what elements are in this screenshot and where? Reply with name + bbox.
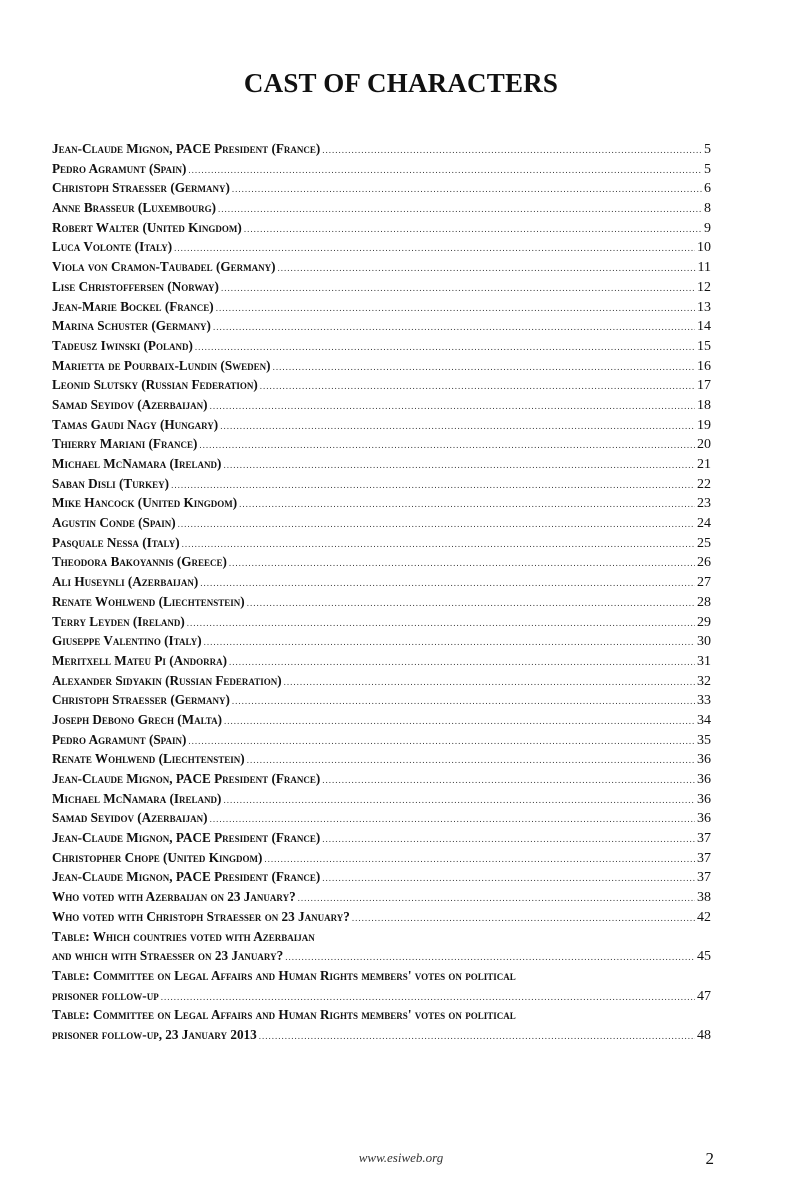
toc-entry: [52, 653, 711, 673]
toc-leader-dots: [260, 381, 695, 391]
toc-entry-page: 25: [697, 535, 711, 551]
toc-entry: [52, 712, 711, 732]
toc-entry: [52, 673, 711, 693]
toc-entry: [52, 535, 711, 555]
toc-entry-page: 9: [704, 220, 711, 236]
toc-entry-label: Saban Disli (Turkey): [52, 475, 170, 491]
toc-entry: [52, 456, 711, 476]
toc-entry-page: 8: [704, 201, 711, 217]
toc-entry-page: 36: [697, 752, 711, 768]
toc-leader-dots: [239, 499, 695, 509]
toc-entry-label: Marietta de Pourbaix-Lundin (Sweden): [52, 357, 271, 373]
toc-entry-label: Tadeusz Iwinski (Poland): [52, 337, 193, 353]
toc-entry: [52, 574, 711, 594]
toc-leader-dots: [210, 814, 695, 824]
toc-leader-dots: [322, 873, 695, 883]
table-of-contents: [52, 141, 711, 1047]
toc-entry-label-line2: prisoner follow-up, 23 January 2013: [52, 1026, 257, 1042]
toc-entry-label: Jean-Claude Mignon, PACE President (France): [52, 869, 321, 885]
toc-entry-page: 42: [697, 909, 711, 925]
toc-entry-label: Ali Huseynli (Azerbaijan): [52, 574, 199, 590]
toc-entry: [52, 830, 711, 850]
toc-entry: [52, 220, 711, 240]
toc-entry-page: 11: [697, 260, 711, 276]
toc-entry-page: 26: [697, 555, 711, 571]
toc-entry-page: 34: [697, 712, 711, 728]
toc-entry-page: 28: [697, 594, 711, 610]
toc-entry: [52, 476, 711, 496]
toc-leader-dots: [229, 558, 695, 568]
toc-entry-page: 33: [697, 693, 711, 709]
toc-entry: [52, 515, 711, 535]
toc-entry-page: 29: [697, 614, 711, 630]
toc-entry: [52, 279, 711, 299]
toc-entry-page: 20: [697, 437, 711, 453]
toc-entry-page: 23: [697, 496, 711, 512]
toc-entry: [52, 968, 711, 1007]
toc-leader-dots: [284, 677, 695, 687]
toc-entry-page: 31: [697, 653, 711, 669]
toc-entry-label: Agustin Conde (Spain): [52, 515, 176, 531]
toc-entry-page: 13: [697, 299, 711, 315]
toc-entry-page: 6: [704, 181, 711, 197]
toc-entry-label: Theodora Bakoyannis (Greece): [52, 554, 227, 570]
toc-entry-label-line1: Table: Which countries voted with Azerbaijan: [52, 928, 315, 944]
toc-leader-dots: [195, 342, 695, 352]
toc-entry-label: Jean-Claude Mignon, PACE President (France): [52, 830, 321, 846]
toc-entry-label: Jean-Marie Bockel (France): [52, 298, 214, 314]
toc-entry-label: Pedro Agramunt (Spain): [52, 731, 187, 747]
toc-leader-dots: [224, 716, 695, 726]
toc-entry: [52, 869, 711, 889]
toc-entry-label-line2: prisoner follow-up: [52, 987, 159, 1003]
toc-entry: [52, 358, 711, 378]
toc-entry-page: 37: [697, 831, 711, 847]
toc-leader-dots: [213, 322, 695, 332]
toc-entry-label: Alexander Sidyakin (Russian Federation): [52, 672, 282, 688]
toc-entry: [52, 180, 711, 200]
toc-leader-dots: [322, 834, 695, 844]
toc-entry: [52, 436, 711, 456]
toc-leader-dots: [178, 519, 695, 529]
toc-leader-dots: [200, 578, 695, 588]
toc-leader-dots: [210, 401, 695, 411]
toc-entry-page: 14: [697, 319, 711, 335]
toc-entry: [52, 239, 711, 259]
toc-entry-label: Michael McNamara (Ireland): [52, 790, 222, 806]
toc-entry: [52, 909, 711, 929]
toc-entry: [52, 889, 711, 909]
toc-leader-dots: [247, 598, 695, 608]
toc-leader-dots: [244, 224, 702, 234]
toc-leader-dots: [188, 736, 695, 746]
toc-entry: [52, 495, 711, 515]
toc-leader-dots: [218, 204, 702, 214]
toc-entry-page: 36: [697, 772, 711, 787]
toc-entry-line2: [52, 1027, 711, 1044]
toc-leader-dots: [278, 263, 696, 273]
toc-leader-dots: [174, 243, 695, 253]
toc-entry-label: Meritxell Mateu Pi (Andorra): [52, 652, 228, 668]
toc-entry-line2: [52, 948, 711, 965]
toc-entry-label: Christopher Chope (United Kingdom): [52, 849, 263, 865]
toc-entry-page: 22: [697, 476, 711, 492]
toc-entry-label: Anne Brasseur (Luxembourg): [52, 200, 217, 216]
toc-entry-page: 45: [697, 949, 711, 965]
toc-leader-dots: [161, 992, 695, 1002]
toc-entry-page: 5: [704, 142, 711, 157]
toc-leader-dots: [322, 145, 702, 155]
toc-entry-page: 37: [697, 870, 711, 886]
toc-leader-dots: [232, 696, 695, 706]
toc-leader-dots: [232, 184, 702, 194]
toc-entry-page: 15: [697, 338, 711, 354]
toc-leader-dots: [188, 165, 702, 175]
toc-entry-page: 32: [697, 673, 711, 689]
toc-entry-page: 36: [697, 811, 711, 827]
toc-entry-page: 18: [697, 397, 711, 413]
toc-entry-label: Tamas Gaudi Nagy (Hungary): [52, 416, 219, 432]
toc-entry-label: Christoph Straesser (Germany): [52, 692, 230, 708]
toc-entry-page: 30: [697, 634, 711, 650]
toc-entry-label: Samad Seyidov (Azerbaijan): [52, 810, 208, 826]
toc-entry-page: 38: [697, 890, 711, 906]
toc-entry: [52, 200, 711, 220]
toc-entry-page: 36: [697, 791, 711, 807]
toc-entry-label: Robert Walter (United Kingdom): [52, 219, 242, 235]
toc-entry-page: 17: [697, 378, 711, 394]
toc-entry-label: Christoph Straesser (Germany): [52, 180, 230, 196]
toc-leader-dots: [229, 657, 695, 667]
toc-entry-label: Viola von Cramon-Taubadel (Germany): [52, 259, 276, 275]
toc-entry: [52, 771, 711, 791]
toc-entry: [52, 633, 711, 653]
toc-entry: [52, 614, 711, 634]
toc-entry-label-line2: and which with Straesser on 23 January?: [52, 948, 284, 964]
toc-leader-dots: [259, 1031, 695, 1041]
toc-leader-dots: [285, 952, 695, 962]
toc-leader-dots: [187, 618, 695, 628]
toc-entry-label-line1: Table: Committee on Legal Affairs and Human Rights members' votes on political: [52, 967, 516, 983]
toc-entry-label: Thierry Mariani (France): [52, 436, 198, 452]
toc-leader-dots: [352, 913, 695, 923]
toc-entry-page: 35: [697, 732, 711, 748]
toc-entry-label: Terry Leyden (Ireland): [52, 613, 185, 629]
toc-leader-dots: [223, 460, 695, 470]
toc-entry-label: Renate Wohlwend (Liechtenstein): [52, 593, 245, 609]
toc-leader-dots: [223, 795, 695, 805]
toc-entry-label: Pasquale Nessa (Italy): [52, 534, 180, 550]
toc-entry: [52, 554, 711, 574]
toc-entry: [52, 259, 711, 279]
toc-entry-label: Mike Hancock (United Kingdom): [52, 495, 238, 511]
toc-entry-page: 16: [697, 358, 711, 374]
toc-entry-label: Joseph Debono Grech (Malta): [52, 711, 223, 727]
toc-entry: [52, 338, 711, 358]
footer-url: www.esiweb.org: [358, 1150, 444, 1165]
toc-entry-label: Renate Wohlwend (Liechtenstein): [52, 751, 245, 767]
toc-entry-label: Who voted with Azerbaijan on 23 January?: [52, 889, 296, 905]
toc-entry: [52, 692, 711, 712]
toc-entry: [52, 732, 711, 752]
footer-page-number: 2: [705, 1149, 714, 1168]
toc-entry-page: 5: [704, 161, 711, 177]
toc-leader-dots: [220, 421, 695, 431]
toc-entry-page: 10: [697, 240, 711, 256]
toc-entry: [52, 751, 711, 771]
toc-entry: [52, 594, 711, 614]
toc-entry-page: 27: [697, 575, 711, 591]
toc-entry-label: Jean-Claude Mignon, PACE President (France): [52, 141, 321, 156]
toc-leader-dots: [298, 893, 695, 903]
toc-entry-line2: [52, 988, 711, 1005]
toc-entry: [52, 929, 711, 968]
toc-entry: [52, 299, 711, 319]
toc-entry-label: Michael McNamara (Ireland): [52, 456, 222, 471]
toc-leader-dots: [264, 854, 695, 864]
toc-entry-page: 24: [697, 516, 711, 532]
toc-leader-dots: [273, 362, 695, 372]
toc-entry-label: Leonid Slutsky (Russian Federation): [52, 377, 258, 393]
toc-leader-dots: [182, 539, 695, 549]
page-title: CAST OF CHARACTERS: [243, 68, 559, 98]
toc-entry: [52, 377, 711, 397]
toc-leader-dots: [216, 303, 695, 313]
toc-entry-page: 47: [697, 988, 711, 1004]
toc-entry: [52, 397, 711, 417]
toc-entry-label: Samad Seyidov (Azerbaijan): [52, 396, 208, 412]
toc-leader-dots: [247, 755, 695, 765]
toc-entry-label: Jean-Claude Mignon, PACE President (France): [52, 771, 321, 786]
toc-entry-label: Pedro Agramunt (Spain): [52, 160, 187, 176]
toc-leader-dots: [171, 480, 695, 490]
toc-entry-page: 19: [697, 417, 711, 433]
toc-entry: [52, 141, 711, 161]
toc-leader-dots: [199, 440, 695, 450]
toc-entry-label: Who voted with Christoph Straesser on 23 January?: [52, 908, 350, 924]
toc-entry-page: 48: [697, 1027, 711, 1043]
toc-entry: [52, 850, 711, 870]
toc-leader-dots: [221, 283, 695, 293]
toc-entry-label: Lise Christoffersen (Norway): [52, 278, 219, 294]
toc-entry: [52, 1007, 711, 1046]
toc-entry-label: Luca Volonte (Italy): [52, 239, 173, 255]
toc-entry: [52, 810, 711, 830]
toc-entry-label-line1: Table: Committee on Legal Affairs and Human Rights members' votes on political: [52, 1007, 516, 1023]
toc-entry-page: 21: [697, 457, 711, 472]
toc-entry-label: Giuseppe Valentino (Italy): [52, 633, 202, 649]
toc-entry-page: 12: [697, 279, 711, 295]
toc-leader-dots: [204, 637, 695, 647]
toc-entry: [52, 417, 711, 437]
toc-entry-page: 37: [697, 850, 711, 866]
toc-entry: [52, 318, 711, 338]
toc-leader-dots: [322, 775, 695, 785]
toc-entry: [52, 791, 711, 811]
toc-entry-label: Marina Schuster (Germany): [52, 318, 211, 334]
toc-entry: [52, 161, 711, 181]
